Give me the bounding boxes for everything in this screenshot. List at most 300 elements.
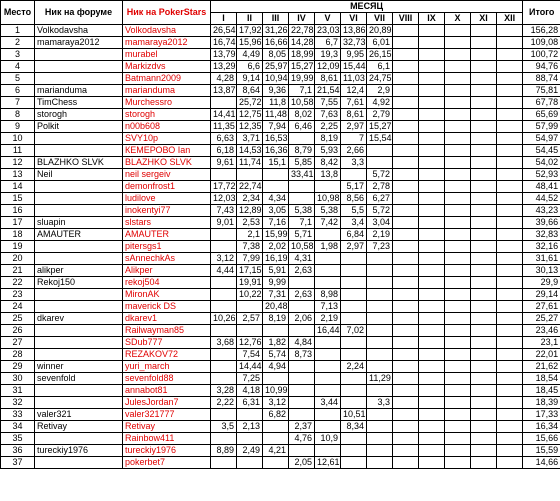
month-4-cell (289, 397, 315, 409)
month-2-cell: 10,22 (237, 289, 263, 301)
month-12-cell (497, 265, 523, 277)
month-9-cell (419, 85, 445, 97)
total-cell: 32,16 (523, 241, 560, 253)
month-4-cell: 8,73 (289, 349, 315, 361)
month-4-cell: 2,63 (289, 265, 315, 277)
table-row (1, 157, 560, 169)
total-cell: 39,66 (523, 217, 560, 229)
month-11-cell (471, 49, 497, 61)
month-3-cell: 5,91 (263, 265, 289, 277)
month-2-cell: 2,13 (237, 421, 263, 433)
month-10-cell (445, 397, 471, 409)
month-8-cell (393, 49, 419, 61)
total-cell: 18,39 (523, 397, 560, 409)
month-7-cell: 5,72 (367, 205, 393, 217)
place-cell: 31 (1, 385, 35, 397)
month-1-cell: 17,72 (211, 181, 237, 193)
place-cell: 5 (1, 73, 35, 85)
month-6-cell: 10,51 (341, 409, 367, 421)
month-1-cell: 3,12 (211, 253, 237, 265)
table-row (1, 361, 560, 373)
month-10-cell (445, 385, 471, 397)
place-cell: 6 (1, 85, 35, 97)
month-10-cell (445, 349, 471, 361)
month-10-cell (445, 217, 471, 229)
month-12-cell (497, 445, 523, 457)
month-8-cell (393, 253, 419, 265)
month-12-cell (497, 157, 523, 169)
month-11-cell (471, 253, 497, 265)
month-7-cell: 2,79 (367, 109, 393, 121)
month-9-cell (419, 361, 445, 373)
header-month-11: XI (471, 13, 497, 25)
place-cell: 20 (1, 253, 35, 265)
month-6-cell: 8,34 (341, 421, 367, 433)
month-4-cell: 2,05 (289, 457, 315, 469)
month-6-cell: 3,3 (341, 157, 367, 169)
place-cell: 18 (1, 229, 35, 241)
pokerstars-nick-cell: Alikper (123, 265, 211, 277)
month-4-cell: 8,79 (289, 145, 315, 157)
month-10-cell (445, 289, 471, 301)
pokerstars-nick-cell: neil sergeiv (123, 169, 211, 181)
month-10-cell (445, 121, 471, 133)
month-7-cell: 15,27 (367, 121, 393, 133)
table-row (1, 169, 560, 181)
month-9-cell (419, 145, 445, 157)
month-7-cell (367, 289, 393, 301)
place-cell: 33 (1, 409, 35, 421)
month-9-cell (419, 409, 445, 421)
month-9-cell (419, 457, 445, 469)
month-9-cell (419, 433, 445, 445)
month-10-cell (445, 253, 471, 265)
month-5-cell: 5,93 (315, 145, 341, 157)
pokerstars-nick-cell: dkarev1 (123, 313, 211, 325)
forum-nick-cell: marianduma (35, 85, 123, 97)
month-2-cell (237, 301, 263, 313)
table-row (1, 409, 560, 421)
month-6-cell: 7 (341, 133, 367, 145)
month-6-cell (341, 373, 367, 385)
forum-nick-cell (35, 145, 123, 157)
month-5-cell: 7,55 (315, 97, 341, 109)
month-3-cell: 16,19 (263, 253, 289, 265)
forum-nick-cell: tureckiy1976 (35, 445, 123, 457)
month-2-cell: 15,96 (237, 37, 263, 49)
month-9-cell (419, 217, 445, 229)
total-cell: 30,13 (523, 265, 560, 277)
month-4-cell (289, 277, 315, 289)
month-4-cell (289, 133, 315, 145)
pokerstars-nick-cell: marianduma (123, 85, 211, 97)
month-7-cell: 6,01 (367, 37, 393, 49)
pokerstars-nick-cell: Railwayman85 (123, 325, 211, 337)
total-cell: 156,28 (523, 25, 560, 37)
forum-nick-cell: TimChess (35, 97, 123, 109)
month-10-cell (445, 133, 471, 145)
month-2-cell: 7,25 (237, 373, 263, 385)
month-4-cell: 2,06 (289, 313, 315, 325)
month-4-cell (289, 181, 315, 193)
month-12-cell (497, 145, 523, 157)
month-8-cell (393, 133, 419, 145)
month-1-cell: 7,43 (211, 205, 237, 217)
month-5-cell: 13,8 (315, 169, 341, 181)
table-row (1, 133, 560, 145)
month-3-cell: 7,16 (263, 217, 289, 229)
pokerstars-nick-cell: ludilove (123, 193, 211, 205)
month-2-cell: 14,44 (237, 361, 263, 373)
month-9-cell (419, 421, 445, 433)
month-9-cell (419, 133, 445, 145)
month-6-cell: 15,44 (341, 61, 367, 73)
pokerstars-nick-cell: storogh (123, 109, 211, 121)
place-cell: 29 (1, 361, 35, 373)
month-10-cell (445, 181, 471, 193)
total-cell: 18,54 (523, 373, 560, 385)
forum-nick-cell: Retivay (35, 421, 123, 433)
month-1-cell: 11,35 (211, 121, 237, 133)
table-row (1, 385, 560, 397)
total-cell: 14,66 (523, 457, 560, 469)
header-month-12: XII (497, 13, 523, 25)
month-11-cell (471, 361, 497, 373)
month-4-cell: 5,38 (289, 205, 315, 217)
place-cell: 13 (1, 169, 35, 181)
pokerstars-nick-cell: SDub777 (123, 337, 211, 349)
month-8-cell (393, 169, 419, 181)
month-2-cell (237, 169, 263, 181)
month-6-cell: 13,86 (341, 25, 367, 37)
month-11-cell (471, 265, 497, 277)
month-10-cell (445, 313, 471, 325)
month-9-cell (419, 289, 445, 301)
month-12-cell (497, 433, 523, 445)
place-cell: 11 (1, 145, 35, 157)
month-2-cell: 19,91 (237, 277, 263, 289)
month-5-cell: 8,42 (315, 157, 341, 169)
month-7-cell: 2,78 (367, 181, 393, 193)
month-1-cell (211, 373, 237, 385)
month-11-cell (471, 121, 497, 133)
table-row (1, 289, 560, 301)
month-6-cell: 7,02 (341, 325, 367, 337)
month-10-cell (445, 97, 471, 109)
pokerstars-nick-cell: slstars (123, 217, 211, 229)
month-2-cell: 2,57 (237, 313, 263, 325)
month-6-cell (341, 433, 367, 445)
month-2-cell: 14,53 (237, 145, 263, 157)
month-8-cell (393, 193, 419, 205)
month-9-cell (419, 277, 445, 289)
month-9-cell (419, 265, 445, 277)
month-6-cell: 5,17 (341, 181, 367, 193)
forum-nick-cell (35, 433, 123, 445)
total-cell: 43,23 (523, 205, 560, 217)
month-2-cell: 2,1 (237, 229, 263, 241)
month-1-cell (211, 229, 237, 241)
month-11-cell (471, 313, 497, 325)
month-7-cell (367, 325, 393, 337)
table-row (1, 217, 560, 229)
month-1-cell: 3,5 (211, 421, 237, 433)
month-9-cell (419, 337, 445, 349)
month-9-cell (419, 253, 445, 265)
month-4-cell (289, 361, 315, 373)
month-7-cell (367, 145, 393, 157)
month-6-cell: 2,97 (341, 121, 367, 133)
month-8-cell (393, 229, 419, 241)
forum-nick-cell (35, 193, 123, 205)
month-8-cell (393, 301, 419, 313)
month-11-cell (471, 409, 497, 421)
month-9-cell (419, 73, 445, 85)
month-1-cell: 9,61 (211, 157, 237, 169)
place-cell: 34 (1, 421, 35, 433)
header-month-4: IV (289, 13, 315, 25)
month-8-cell (393, 37, 419, 49)
month-3-cell: 16,53 (263, 133, 289, 145)
month-4-cell: 19,99 (289, 73, 315, 85)
total-cell: 16,34 (523, 421, 560, 433)
month-7-cell (367, 445, 393, 457)
month-12-cell (497, 121, 523, 133)
place-cell: 4 (1, 61, 35, 73)
month-3-cell: 11,8 (263, 97, 289, 109)
month-12-cell (497, 61, 523, 73)
month-9-cell (419, 205, 445, 217)
table-row (1, 313, 560, 325)
month-3-cell: 2,02 (263, 241, 289, 253)
pokerstars-nick-cell: annabot81 (123, 385, 211, 397)
month-8-cell (393, 289, 419, 301)
month-3-cell: 1,82 (263, 337, 289, 349)
pokerstars-nick-cell: rekoj504 (123, 277, 211, 289)
month-7-cell (367, 409, 393, 421)
month-11-cell (471, 301, 497, 313)
month-2-cell: 2,34 (237, 193, 263, 205)
month-3-cell: 20,48 (263, 301, 289, 313)
month-12-cell (497, 313, 523, 325)
month-6-cell (341, 457, 367, 469)
month-5-cell (315, 385, 341, 397)
month-8-cell (393, 73, 419, 85)
header-month-9: IX (419, 13, 445, 25)
month-1-cell: 26,54 (211, 25, 237, 37)
month-12-cell (497, 37, 523, 49)
pokerstars-nick-cell: Retivay (123, 421, 211, 433)
month-10-cell (445, 421, 471, 433)
table-row (1, 193, 560, 205)
month-1-cell (211, 361, 237, 373)
table-row (1, 421, 560, 433)
month-12-cell (497, 325, 523, 337)
table-row (1, 337, 560, 349)
month-1-cell (211, 289, 237, 301)
month-11-cell (471, 421, 497, 433)
month-1-cell: 13,79 (211, 49, 237, 61)
month-12-cell (497, 397, 523, 409)
month-12-cell (497, 217, 523, 229)
place-cell: 26 (1, 325, 35, 337)
month-1-cell: 6,63 (211, 133, 237, 145)
month-6-cell: 32,73 (341, 37, 367, 49)
pokerstars-nick-cell: murabel (123, 49, 211, 61)
pokerstars-nick-cell: mamaraya2012 (123, 37, 211, 49)
total-cell: 18,45 (523, 385, 560, 397)
month-5-cell: 7,42 (315, 217, 341, 229)
place-cell: 12 (1, 157, 35, 169)
place-cell: 28 (1, 349, 35, 361)
total-cell: 17,33 (523, 409, 560, 421)
month-7-cell (367, 421, 393, 433)
month-2-cell: 9,14 (237, 73, 263, 85)
place-cell: 32 (1, 397, 35, 409)
total-cell: 54,45 (523, 145, 560, 157)
month-7-cell: 3,3 (367, 397, 393, 409)
month-1-cell (211, 325, 237, 337)
month-2-cell: 8,64 (237, 85, 263, 97)
month-2-cell: 2,53 (237, 217, 263, 229)
month-11-cell (471, 85, 497, 97)
total-cell: 44,52 (523, 193, 560, 205)
month-5-cell: 2,19 (315, 313, 341, 325)
month-11-cell (471, 385, 497, 397)
pokerstars-nick-cell: Murchessro (123, 97, 211, 109)
total-cell: 100,72 (523, 49, 560, 61)
month-4-cell: 2,37 (289, 421, 315, 433)
month-3-cell: 16,36 (263, 145, 289, 157)
month-10-cell (445, 361, 471, 373)
month-9-cell (419, 313, 445, 325)
month-8-cell (393, 97, 419, 109)
forum-nick-cell (35, 337, 123, 349)
month-9-cell (419, 97, 445, 109)
month-2-cell: 12,75 (237, 109, 263, 121)
month-4-cell: 14,28 (289, 37, 315, 49)
month-3-cell: 4,21 (263, 445, 289, 457)
month-4-cell: 7,1 (289, 85, 315, 97)
table-row (1, 241, 560, 253)
month-1-cell: 8,89 (211, 445, 237, 457)
month-7-cell: 11,29 (367, 373, 393, 385)
table-row (1, 301, 560, 313)
place-cell: 27 (1, 337, 35, 349)
total-cell: 67,78 (523, 97, 560, 109)
month-5-cell (315, 349, 341, 361)
month-3-cell: 9,99 (263, 277, 289, 289)
month-7-cell: 2,19 (367, 229, 393, 241)
month-2-cell: 25,72 (237, 97, 263, 109)
pokerstars-nick-cell: REZAKOV72 (123, 349, 211, 361)
month-9-cell (419, 37, 445, 49)
place-cell: 15 (1, 193, 35, 205)
month-12-cell (497, 337, 523, 349)
month-5-cell (315, 229, 341, 241)
month-1-cell: 12,03 (211, 193, 237, 205)
place-cell: 2 (1, 37, 35, 49)
month-5-cell: 16,44 (315, 325, 341, 337)
month-2-cell: 2,49 (237, 445, 263, 457)
month-11-cell (471, 241, 497, 253)
month-7-cell: 20,89 (367, 25, 393, 37)
header-month-2: II (237, 13, 263, 25)
month-11-cell (471, 169, 497, 181)
month-9-cell (419, 25, 445, 37)
forum-nick-cell: Volkodavsha (35, 25, 123, 37)
header-month-3: III (263, 13, 289, 25)
month-1-cell: 9,01 (211, 217, 237, 229)
forum-nick-cell (35, 349, 123, 361)
month-4-cell: 7,1 (289, 217, 315, 229)
month-4-cell: 4,31 (289, 253, 315, 265)
month-7-cell (367, 253, 393, 265)
month-10-cell (445, 205, 471, 217)
pokerstars-nick-cell: demonfrost1 (123, 181, 211, 193)
month-2-cell: 22,74 (237, 181, 263, 193)
month-6-cell: 12,4 (341, 85, 367, 97)
total-cell: 52,93 (523, 169, 560, 181)
month-11-cell (471, 181, 497, 193)
month-12-cell (497, 277, 523, 289)
month-12-cell (497, 49, 523, 61)
month-7-cell (367, 313, 393, 325)
month-2-cell: 17,15 (237, 265, 263, 277)
forum-nick-cell: alikper (35, 265, 123, 277)
month-8-cell (393, 373, 419, 385)
month-11-cell (471, 109, 497, 121)
forum-nick-cell: winner (35, 361, 123, 373)
month-10-cell (445, 457, 471, 469)
month-11-cell (471, 61, 497, 73)
month-3-cell (263, 457, 289, 469)
pokerstars-nick-cell: tureckiy1976 (123, 445, 211, 457)
month-1-cell (211, 409, 237, 421)
month-3-cell: 7,94 (263, 121, 289, 133)
month-8-cell (393, 205, 419, 217)
month-2-cell: 12,35 (237, 121, 263, 133)
place-cell: 22 (1, 277, 35, 289)
month-7-cell: 26,15 (367, 49, 393, 61)
forum-nick-cell (35, 385, 123, 397)
month-5-cell (315, 445, 341, 457)
month-6-cell: 9,95 (341, 49, 367, 61)
table-row (1, 397, 560, 409)
month-3-cell (263, 433, 289, 445)
month-1-cell (211, 97, 237, 109)
month-4-cell (289, 373, 315, 385)
month-2-cell: 6,6 (237, 61, 263, 73)
month-5-cell: 21,54 (315, 85, 341, 97)
month-6-cell (341, 289, 367, 301)
place-cell: 7 (1, 97, 35, 109)
month-4-cell (289, 301, 315, 313)
forum-nick-cell (35, 325, 123, 337)
month-3-cell: 25,97 (263, 61, 289, 73)
month-3-cell: 8,05 (263, 49, 289, 61)
month-6-cell (341, 349, 367, 361)
table-row (1, 121, 560, 133)
table-row (1, 181, 560, 193)
header-pokerstars-nick: Ник на PokerStars (123, 1, 211, 25)
pokerstars-nick-cell: yuri_march (123, 361, 211, 373)
month-3-cell: 15,99 (263, 229, 289, 241)
forum-nick-cell (35, 181, 123, 193)
forum-nick-cell (35, 301, 123, 313)
month-11-cell (471, 457, 497, 469)
forum-nick-cell: Neil (35, 169, 123, 181)
